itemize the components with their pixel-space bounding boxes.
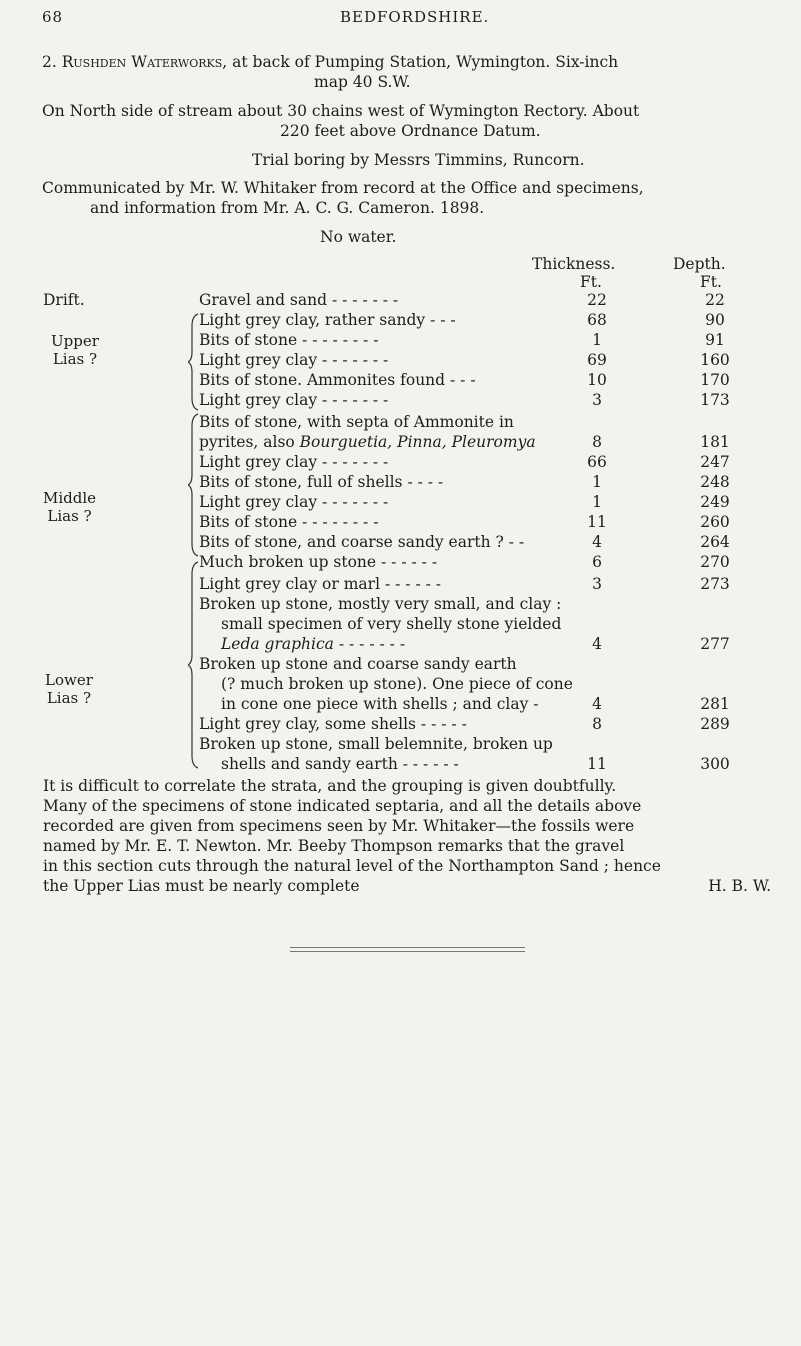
row-depth: 270: [700, 553, 730, 571]
table-row: [199, 452, 801, 472]
table-row: [199, 654, 801, 674]
group-lower-lias-line-2: Lias ?: [46, 689, 92, 707]
table-row: [199, 614, 801, 634]
fossil-names: Bourguetia, Pinna, Pleuromya: [299, 433, 536, 451]
row-depth: 160: [700, 351, 730, 369]
row-description: (? much broken up stone). One piece of cone: [221, 675, 573, 693]
row-thickness: 3: [592, 391, 602, 409]
table-row: [199, 552, 801, 572]
row-thickness: 11: [587, 755, 607, 773]
table-row: [199, 492, 801, 512]
row-thickness: 4: [592, 533, 602, 551]
table-row: [199, 412, 801, 432]
row-description: small specimen of very shelly stone yielded: [221, 615, 562, 633]
row-description: Bits of stone - - - - - - - -: [199, 513, 379, 531]
note-line: recorded are given from specimens seen by Mr. Whitaker—the fossils were: [43, 817, 635, 835]
row-thickness: 1: [592, 493, 602, 511]
boring-by: Trial boring by Messrs Timmins, Runcorn.: [252, 151, 585, 169]
row-description: Bits of stone, full of shells - - - -: [199, 473, 444, 491]
location-line-2: 220 feet above Ordnance Datum.: [280, 122, 541, 140]
entry-number: 2.: [42, 53, 57, 71]
table-row: [199, 694, 801, 714]
row-depth: 300: [700, 755, 730, 773]
column-depth: Depth.: [673, 255, 726, 273]
group-middle-lias: [43, 489, 96, 525]
note-line: It is difficult to correlate the strata, and the grouping is given doubtfully.: [43, 777, 617, 795]
row-depth: 260: [700, 513, 730, 531]
row-description: [221, 634, 405, 654]
row-description: Bits of stone, and coarse sandy earth ? - -: [199, 533, 525, 551]
note-line-last: [43, 876, 771, 896]
row-description-text: pyrites, also: [199, 433, 300, 451]
group-middle-lias-line-1: Middle: [43, 489, 97, 507]
row-depth: 273: [700, 575, 730, 593]
table-row: [199, 390, 801, 410]
note-line: Many of the specimens of stone indicated septaria, and all the details above: [43, 797, 642, 815]
row-thickness: 8: [592, 433, 602, 451]
row-description: Light grey clay - - - - - - -: [199, 391, 389, 409]
row-description: Light grey clay, rather sandy - - -: [199, 311, 456, 329]
row-depth: 277: [700, 635, 730, 653]
table-row: [199, 714, 801, 734]
table-row: [199, 290, 801, 310]
table-row: [199, 674, 801, 694]
closing-rule: [290, 947, 525, 948]
leader-dashes: - - - - - - -: [333, 635, 406, 653]
fossil-name: Leda graphica: [221, 635, 334, 653]
row-thickness: 68: [587, 311, 607, 329]
note-last-text: the Upper Lias must be nearly complete: [43, 877, 360, 895]
row-thickness: 4: [592, 635, 602, 653]
table-row: [199, 574, 801, 594]
communicated-line-2: and information from Mr. A. C. G. Cameron. 1898.: [90, 199, 485, 217]
entry-heading: [42, 52, 618, 72]
table-row: [199, 734, 801, 754]
note-line: in this section cuts through the natural level of the Northampton Sand ; hence: [43, 857, 661, 875]
map-reference: map 40 S.W.: [314, 73, 411, 91]
table-row: [199, 310, 801, 330]
note-initials: H. B. W.: [708, 877, 771, 895]
row-description: Light grey clay - - - - - - -: [199, 453, 389, 471]
row-depth: 90: [705, 311, 725, 329]
row-description: Bits of stone, with septa of Ammonite in: [199, 413, 514, 431]
row-description: Bits of stone - - - - - - - -: [199, 331, 379, 349]
table-row: [199, 432, 801, 452]
row-thickness: 1: [592, 331, 602, 349]
row-description: Light grey clay - - - - - - -: [199, 351, 389, 369]
communicated-line-1: Communicated by Mr. W. Whitaker from record at the Office and specimens,: [42, 179, 644, 197]
row-thickness: 11: [587, 513, 607, 531]
group-upper-lias-line-1: Upper: [51, 332, 99, 350]
note-line: named by Mr. E. T. Newton. Mr. Beeby Thompson remarks that the gravel: [43, 837, 625, 855]
row-depth: 181: [700, 433, 730, 451]
table-row: [199, 594, 801, 614]
location-line-1: On North side of stream about 30 chains west of Wymington Rectory. About: [42, 102, 640, 120]
row-depth: 264: [700, 533, 730, 551]
table-row: [199, 532, 801, 552]
row-description: Much broken up stone - - - - - -: [199, 553, 438, 571]
row-thickness: 69: [587, 351, 607, 369]
entry-title: Rushden Waterworks,: [61, 53, 228, 71]
group-lower-lias-line-1: Lower: [45, 671, 93, 689]
group-upper-lias: [51, 332, 99, 368]
table-row: [199, 512, 801, 532]
table-row: [199, 472, 801, 492]
row-depth: 248: [700, 473, 730, 491]
row-depth: 91: [705, 331, 725, 349]
table-row: [199, 330, 801, 350]
table-row: [199, 754, 801, 774]
page-number: 68: [42, 8, 64, 26]
row-description: Broken up stone, small belemnite, broken up: [199, 735, 553, 753]
water-note: No water.: [320, 228, 397, 246]
row-description: Gravel and sand - - - - - - -: [199, 291, 399, 309]
row-description: Bits of stone. Ammonites found - - -: [199, 371, 476, 389]
row-thickness: 4: [592, 695, 602, 713]
row-thickness: 8: [592, 715, 602, 733]
row-thickness: 3: [592, 575, 602, 593]
row-thickness: 22: [587, 291, 607, 309]
group-middle-lias-line-2: Lias ?: [47, 507, 92, 525]
table-row: [199, 634, 801, 654]
row-depth: 249: [700, 493, 730, 511]
row-description: in cone one piece with shells ; and clay -: [221, 695, 539, 713]
row-description: Broken up stone and coarse sandy earth: [199, 655, 517, 673]
row-thickness: 10: [587, 371, 607, 389]
row-depth: 22: [705, 291, 725, 309]
row-thickness: 1: [592, 473, 602, 491]
closing-rule: [290, 951, 525, 952]
row-thickness: 66: [587, 453, 607, 471]
unit-depth: Ft.: [700, 273, 722, 291]
unit-thickness: Ft.: [580, 273, 602, 291]
row-depth: 170: [700, 371, 730, 389]
note-paragraph: [43, 776, 771, 896]
row-description: Broken up stone, mostly very small, and clay :: [199, 595, 562, 613]
table-row: [199, 370, 801, 390]
group-upper-lias-line-2: Lias ?: [52, 350, 98, 368]
entry-title-rest: at back of Pumping Station, Wymington. Six-inch: [232, 53, 619, 71]
table-row: [199, 350, 801, 370]
row-depth: 281: [700, 695, 730, 713]
row-description: Light grey clay - - - - - - -: [199, 493, 389, 511]
column-thickness: Thickness.: [532, 255, 616, 273]
row-description: Light grey clay, some shells - - - - -: [199, 715, 467, 733]
row-depth: 289: [700, 715, 730, 733]
group-lower-lias: [45, 671, 93, 707]
row-thickness: 6: [592, 553, 602, 571]
row-depth: 247: [700, 453, 730, 471]
row-description: [199, 432, 536, 452]
row-description: Light grey clay or marl - - - - - -: [199, 575, 442, 593]
group-drift: Drift.: [43, 291, 85, 309]
row-description: shells and sandy earth - - - - - -: [221, 755, 459, 773]
running-title: BEDFORDSHIRE.: [340, 8, 490, 26]
row-depth: 173: [700, 391, 730, 409]
